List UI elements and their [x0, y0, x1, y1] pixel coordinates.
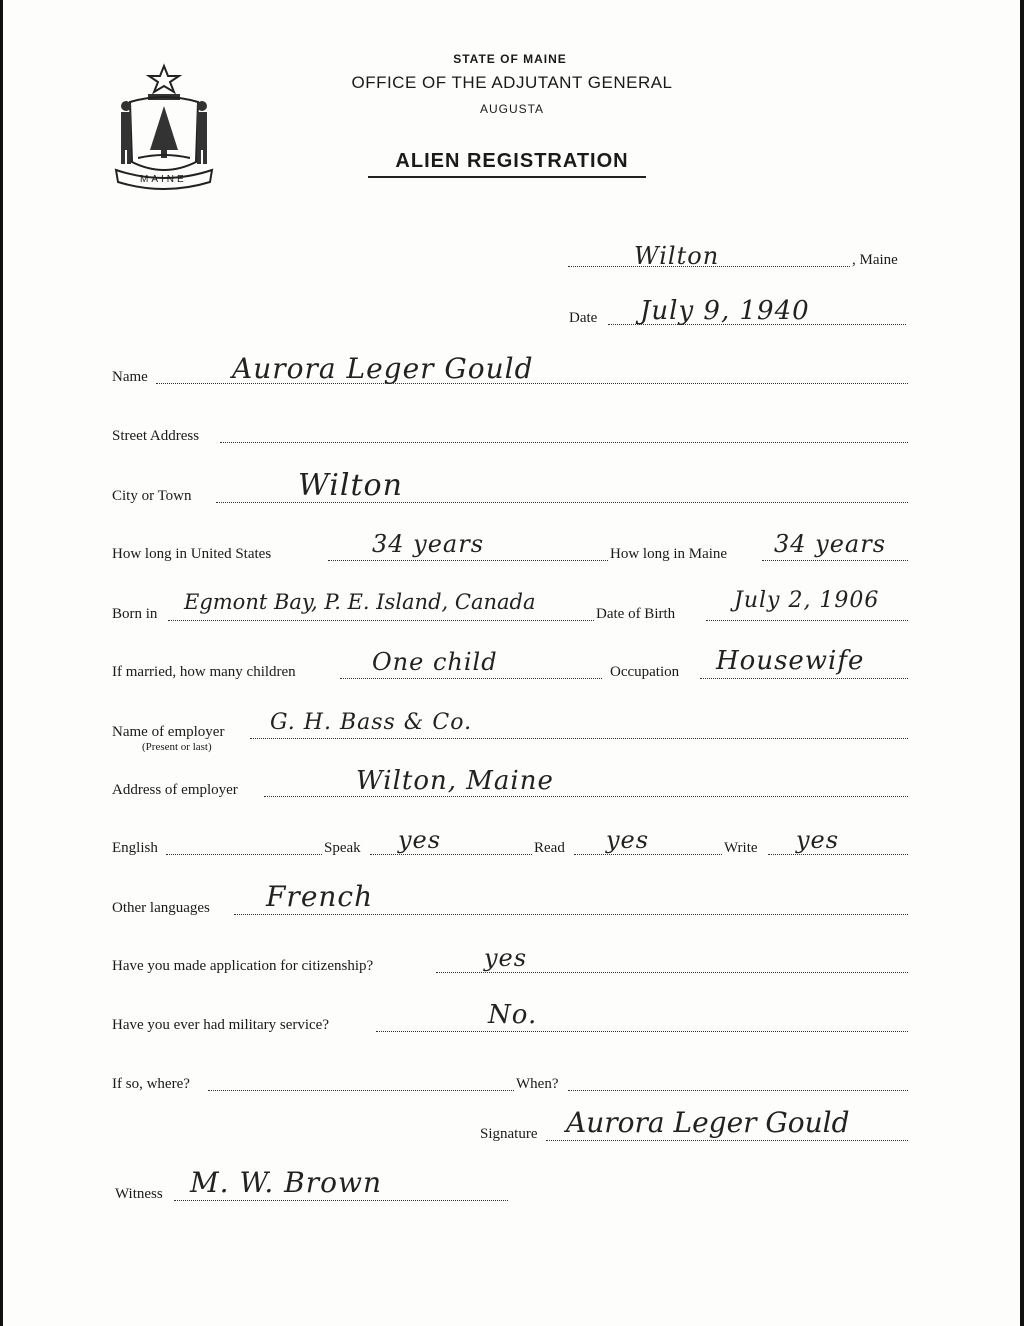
other-languages-label: Other languages: [112, 900, 210, 916]
other-languages-value: French: [266, 880, 374, 913]
born-in-value: Egmont Bay, P. E. Island, Canada: [184, 590, 536, 614]
witness-line: [174, 1200, 508, 1201]
children-value: One child: [372, 648, 498, 676]
employer-address-label: Address of employer: [112, 782, 238, 798]
employer-value: G. H. Bass & Co.: [270, 710, 473, 735]
read-value: yes: [606, 826, 650, 854]
city-label: City or Town: [112, 488, 192, 504]
employer-line: [250, 738, 908, 739]
speak-line: [370, 854, 532, 855]
citizenship-line: [436, 972, 908, 973]
dob-line: [706, 620, 908, 621]
write-line: [768, 854, 908, 855]
how-long-maine-line: [762, 560, 908, 561]
form-title: ALIEN REGISTRATION: [395, 150, 629, 172]
how-long-us-value: 34 years: [372, 530, 485, 558]
witness-label: Witness: [115, 1186, 163, 1202]
name-label: Name: [112, 369, 148, 385]
how-long-maine-label: How long in Maine: [610, 546, 728, 562]
employer-sub-label: (Present or last): [142, 741, 212, 753]
children-line: [340, 678, 602, 679]
how-long-us-line: [328, 560, 608, 561]
where-label: If so, where?: [112, 1076, 190, 1092]
occupation-label: Occupation: [610, 664, 680, 680]
title-underline: [368, 176, 646, 178]
signature-label: Signature: [480, 1126, 538, 1142]
signature-line: [546, 1140, 908, 1141]
street-label: Street Address: [112, 428, 200, 444]
date-label: Date: [569, 310, 598, 326]
signature-value: Aurora Leger Gould: [566, 1106, 850, 1139]
town-value: Wilton: [634, 242, 720, 270]
employer-label: Name of employer: [112, 724, 225, 740]
dob-value: July 2, 1906: [734, 588, 880, 613]
city-heading: AUGUSTA: [479, 102, 545, 116]
dob-label: Date of Birth: [596, 606, 676, 622]
when-label: When?: [516, 1076, 559, 1092]
witness-value: M. W. Brown: [190, 1166, 382, 1199]
when-line: [568, 1090, 908, 1091]
born-in-line: [168, 620, 594, 621]
citizenship-label: Have you made application for citizenship?: [112, 958, 374, 974]
how-long-maine-value: 34 years: [774, 530, 887, 558]
street-line: [220, 442, 908, 443]
english-line: [166, 854, 322, 855]
scan-edge-right: [1020, 0, 1024, 1326]
employer-address-line: [264, 796, 908, 797]
occupation-line: [700, 678, 908, 679]
date-value: July 9, 1940: [640, 296, 810, 326]
state-heading: STATE OF MAINE: [453, 52, 567, 66]
military-label: Have you ever had military service?: [112, 1017, 329, 1033]
english-label: English: [112, 840, 158, 856]
seal-banner-text: MAINE: [140, 174, 187, 185]
city-value: Wilton: [298, 468, 403, 503]
speak-label: Speak: [324, 840, 361, 856]
military-value: No.: [488, 1000, 538, 1030]
military-line: [376, 1031, 908, 1032]
citizenship-value: yes: [484, 944, 528, 972]
how-long-us-label: How long in United States: [112, 546, 272, 562]
write-label: Write: [724, 840, 758, 856]
employer-address-value: Wilton, Maine: [356, 766, 554, 796]
born-in-label: Born in: [112, 606, 158, 622]
write-value: yes: [796, 826, 840, 854]
occupation-value: Housewife: [716, 646, 865, 676]
read-line: [574, 854, 722, 855]
scan-edge-left: [0, 0, 3, 1326]
speak-value: yes: [398, 826, 442, 854]
other-languages-line: [234, 914, 908, 915]
read-label: Read: [534, 840, 565, 856]
name-value: Aurora Leger Gould: [232, 352, 534, 385]
where-line: [208, 1090, 514, 1091]
children-label: If married, how many children: [112, 664, 296, 680]
office-heading: OFFICE OF THE ADJUTANT GENERAL: [351, 73, 673, 92]
town-suffix-label: , Maine: [852, 252, 898, 268]
